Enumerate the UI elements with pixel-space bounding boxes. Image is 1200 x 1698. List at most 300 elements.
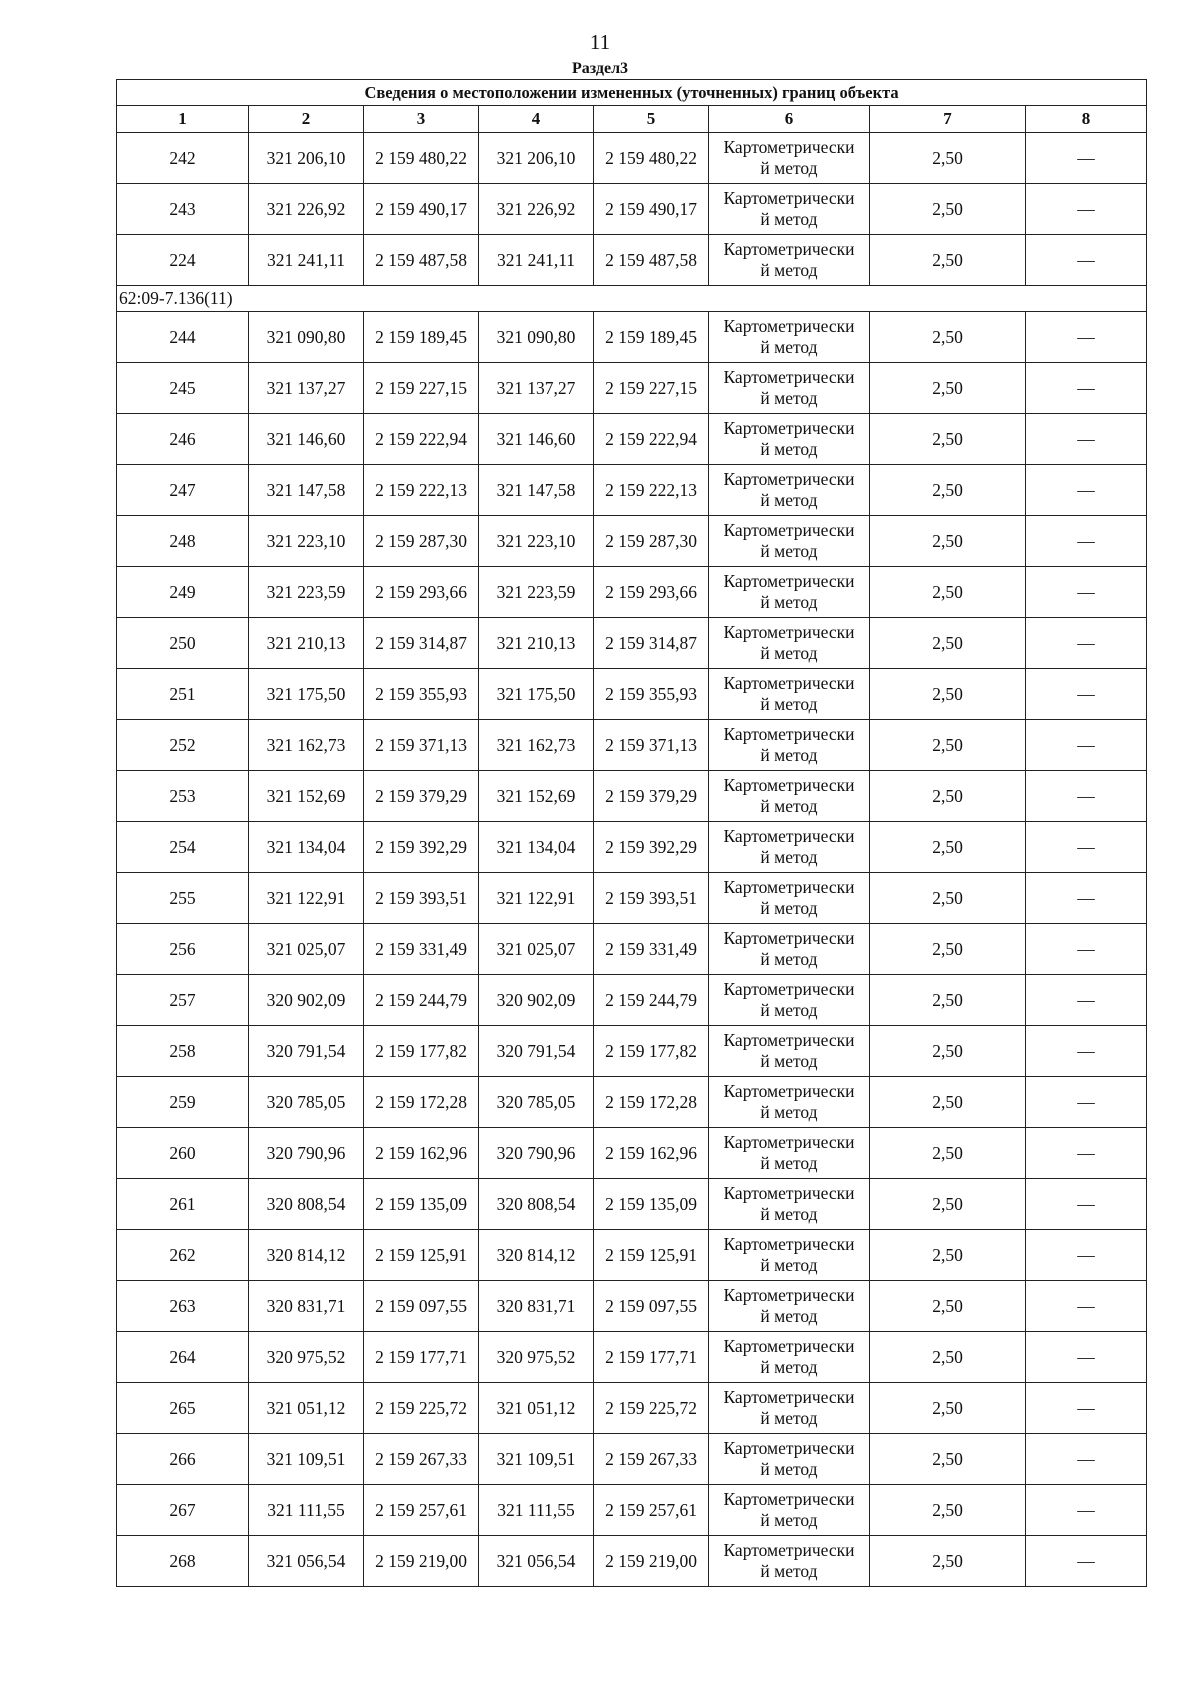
description-cell: — [1026, 1230, 1147, 1281]
x-new-cell: 320 831,71 [479, 1281, 594, 1332]
method-line-1: Картометрически [723, 137, 855, 157]
description-cell: — [1026, 516, 1147, 567]
description-cell: — [1026, 873, 1147, 924]
y-old-cell: 2 159 135,09 [364, 1179, 479, 1230]
method-line-2: й метод [760, 158, 818, 178]
y-old-cell: 2 159 189,45 [364, 312, 479, 363]
table-row [117, 567, 1147, 618]
accuracy-cell: 2,50 [870, 975, 1026, 1026]
method-line-1: Картометрически [723, 1081, 855, 1101]
description-cell: — [1026, 1281, 1147, 1332]
y-new-cell: 2 159 257,61 [594, 1485, 709, 1536]
method-line-2: й метод [760, 949, 818, 969]
x-old-cell: 321 175,50 [249, 669, 364, 720]
y-new-cell: 2 159 172,28 [594, 1077, 709, 1128]
x-old-cell: 320 808,54 [249, 1179, 364, 1230]
y-new-cell: 2 159 125,91 [594, 1230, 709, 1281]
method-cell [709, 873, 870, 924]
description-cell: — [1026, 618, 1147, 669]
method-line-2: й метод [760, 1204, 818, 1224]
point-number-cell: 260 [117, 1128, 249, 1179]
y-old-cell: 2 159 480,22 [364, 133, 479, 184]
y-new-cell: 2 159 371,13 [594, 720, 709, 771]
y-new-cell: 2 159 287,30 [594, 516, 709, 567]
method-line-1: Картометрически [723, 1132, 855, 1152]
column-header: 1 [117, 106, 249, 133]
x-new-cell: 320 902,09 [479, 975, 594, 1026]
point-number-cell: 265 [117, 1383, 249, 1434]
description-cell: — [1026, 975, 1147, 1026]
method-line-1: Картометрически [723, 1030, 855, 1050]
table-row [117, 1434, 1147, 1485]
y-new-cell: 2 159 162,96 [594, 1128, 709, 1179]
method-line-2: й метод [760, 1306, 818, 1326]
y-old-cell: 2 159 487,58 [364, 235, 479, 286]
description-cell: — [1026, 924, 1147, 975]
description-cell: — [1026, 1383, 1147, 1434]
method-cell [709, 975, 870, 1026]
y-old-cell: 2 159 227,15 [364, 363, 479, 414]
description-cell: — [1026, 363, 1147, 414]
method-cell [709, 1179, 870, 1230]
x-new-cell: 321 025,07 [479, 924, 594, 975]
method-cell [709, 1026, 870, 1077]
x-old-cell: 321 152,69 [249, 771, 364, 822]
method-line-1: Картометрически [723, 622, 855, 642]
method-line-1: Картометрически [723, 775, 855, 795]
x-new-cell: 321 226,92 [479, 184, 594, 235]
x-old-cell: 321 206,10 [249, 133, 364, 184]
accuracy-cell: 2,50 [870, 618, 1026, 669]
method-line-2: й метод [760, 1510, 818, 1530]
method-line-1: Картометрически [723, 520, 855, 540]
x-old-cell: 321 226,92 [249, 184, 364, 235]
x-old-cell: 320 831,71 [249, 1281, 364, 1332]
method-line-2: й метод [760, 541, 818, 561]
method-cell [709, 1332, 870, 1383]
point-number-cell: 253 [117, 771, 249, 822]
cadastral-group-label: 62:09-7.136(11) [117, 286, 1147, 312]
accuracy-cell: 2,50 [870, 1230, 1026, 1281]
x-new-cell: 321 241,11 [479, 235, 594, 286]
method-line-1: Картометрически [723, 1489, 855, 1509]
y-new-cell: 2 159 222,13 [594, 465, 709, 516]
x-new-cell: 321 147,58 [479, 465, 594, 516]
method-line-2: й метод [760, 643, 818, 663]
method-cell [709, 669, 870, 720]
table-row [117, 363, 1147, 414]
method-cell [709, 1434, 870, 1485]
x-old-cell: 320 975,52 [249, 1332, 364, 1383]
table-row [117, 235, 1147, 286]
y-old-cell: 2 159 177,82 [364, 1026, 479, 1077]
method-line-1: Картометрически [723, 418, 855, 438]
method-cell [709, 1485, 870, 1536]
x-old-cell: 321 210,13 [249, 618, 364, 669]
accuracy-cell: 2,50 [870, 414, 1026, 465]
accuracy-cell: 2,50 [870, 465, 1026, 516]
y-new-cell: 2 159 225,72 [594, 1383, 709, 1434]
accuracy-cell: 2,50 [870, 312, 1026, 363]
point-number-cell: 259 [117, 1077, 249, 1128]
column-header: 5 [594, 106, 709, 133]
column-header: 6 [709, 106, 870, 133]
x-new-cell: 321 111,55 [479, 1485, 594, 1536]
y-old-cell: 2 159 222,94 [364, 414, 479, 465]
point-number-cell: 268 [117, 1536, 249, 1587]
method-line-2: й метод [760, 1000, 818, 1020]
table-row [117, 1128, 1147, 1179]
table-caption-row [117, 80, 1147, 106]
description-cell: — [1026, 720, 1147, 771]
boundary-coordinates-table [116, 79, 1147, 1587]
column-header: 4 [479, 106, 594, 133]
table-row [117, 873, 1147, 924]
table-row [117, 465, 1147, 516]
method-line-2: й метод [760, 1153, 818, 1173]
method-line-1: Картометрически [723, 826, 855, 846]
x-new-cell: 321 162,73 [479, 720, 594, 771]
group-label-row [117, 286, 1147, 312]
x-old-cell: 321 147,58 [249, 465, 364, 516]
point-number-cell: 243 [117, 184, 249, 235]
method-line-2: й метод [760, 439, 818, 459]
method-line-1: Картометрически [723, 1285, 855, 1305]
y-old-cell: 2 159 177,71 [364, 1332, 479, 1383]
y-new-cell: 2 159 219,00 [594, 1536, 709, 1587]
x-new-cell: 321 175,50 [479, 669, 594, 720]
method-cell [709, 771, 870, 822]
y-new-cell: 2 159 222,94 [594, 414, 709, 465]
accuracy-cell: 2,50 [870, 771, 1026, 822]
method-line-1: Картометрически [723, 928, 855, 948]
method-cell [709, 184, 870, 235]
y-old-cell: 2 159 355,93 [364, 669, 479, 720]
x-old-cell: 321 111,55 [249, 1485, 364, 1536]
method-line-2: й метод [760, 1459, 818, 1479]
table-row [117, 1179, 1147, 1230]
description-cell: — [1026, 1485, 1147, 1536]
x-new-cell: 320 790,96 [479, 1128, 594, 1179]
method-line-1: Картометрически [723, 239, 855, 259]
description-cell: — [1026, 414, 1147, 465]
y-new-cell: 2 159 379,29 [594, 771, 709, 822]
y-old-cell: 2 159 331,49 [364, 924, 479, 975]
table-row [117, 1230, 1147, 1281]
table-row [117, 414, 1147, 465]
table-row [117, 669, 1147, 720]
method-line-2: й метод [760, 1561, 818, 1581]
description-cell: — [1026, 1128, 1147, 1179]
method-line-1: Картометрически [723, 1183, 855, 1203]
x-old-cell: 321 146,60 [249, 414, 364, 465]
point-number-cell: 251 [117, 669, 249, 720]
x-old-cell: 321 090,80 [249, 312, 364, 363]
method-line-1: Картометрически [723, 469, 855, 489]
table-row [117, 618, 1147, 669]
y-new-cell: 2 159 331,49 [594, 924, 709, 975]
method-line-2: й метод [760, 1255, 818, 1275]
accuracy-cell: 2,50 [870, 516, 1026, 567]
y-old-cell: 2 159 225,72 [364, 1383, 479, 1434]
table-row [117, 312, 1147, 363]
method-line-2: й метод [760, 1408, 818, 1428]
y-old-cell: 2 159 314,87 [364, 618, 479, 669]
x-old-cell: 321 223,59 [249, 567, 364, 618]
accuracy-cell: 2,50 [870, 1281, 1026, 1332]
accuracy-cell: 2,50 [870, 1179, 1026, 1230]
x-new-cell: 321 137,27 [479, 363, 594, 414]
description-cell: — [1026, 567, 1147, 618]
table-row [117, 516, 1147, 567]
accuracy-cell: 2,50 [870, 1485, 1026, 1536]
x-new-cell: 321 152,69 [479, 771, 594, 822]
x-new-cell: 321 051,12 [479, 1383, 594, 1434]
description-cell: — [1026, 1179, 1147, 1230]
method-cell [709, 363, 870, 414]
description-cell: — [1026, 184, 1147, 235]
x-new-cell: 321 122,91 [479, 873, 594, 924]
table-row [117, 1536, 1147, 1587]
method-cell [709, 720, 870, 771]
point-number-cell: 256 [117, 924, 249, 975]
x-old-cell: 321 056,54 [249, 1536, 364, 1587]
point-number-cell: 258 [117, 1026, 249, 1077]
method-line-1: Картометрически [723, 1438, 855, 1458]
description-cell: — [1026, 669, 1147, 720]
y-new-cell: 2 159 267,33 [594, 1434, 709, 1485]
y-old-cell: 2 159 162,96 [364, 1128, 479, 1179]
description-cell: — [1026, 822, 1147, 873]
x-new-cell: 321 223,59 [479, 567, 594, 618]
method-cell [709, 822, 870, 873]
accuracy-cell: 2,50 [870, 235, 1026, 286]
method-line-2: й метод [760, 1357, 818, 1377]
x-new-cell: 321 090,80 [479, 312, 594, 363]
x-new-cell: 320 975,52 [479, 1332, 594, 1383]
point-number-cell: 257 [117, 975, 249, 1026]
y-new-cell: 2 159 189,45 [594, 312, 709, 363]
point-number-cell: 249 [117, 567, 249, 618]
y-old-cell: 2 159 219,00 [364, 1536, 479, 1587]
method-cell [709, 516, 870, 567]
method-cell [709, 1281, 870, 1332]
y-new-cell: 2 159 392,29 [594, 822, 709, 873]
accuracy-cell: 2,50 [870, 1536, 1026, 1587]
column-header: 2 [249, 106, 364, 133]
point-number-cell: 248 [117, 516, 249, 567]
description-cell: — [1026, 771, 1147, 822]
method-line-2: й метод [760, 388, 818, 408]
method-line-1: Картометрически [723, 1387, 855, 1407]
method-line-1: Картометрически [723, 367, 855, 387]
point-number-cell: 261 [117, 1179, 249, 1230]
x-new-cell: 321 223,10 [479, 516, 594, 567]
method-line-1: Картометрически [723, 979, 855, 999]
accuracy-cell: 2,50 [870, 1383, 1026, 1434]
y-old-cell: 2 159 379,29 [364, 771, 479, 822]
y-old-cell: 2 159 097,55 [364, 1281, 479, 1332]
point-number-cell: 247 [117, 465, 249, 516]
table-row [117, 924, 1147, 975]
x-new-cell: 321 146,60 [479, 414, 594, 465]
y-new-cell: 2 159 487,58 [594, 235, 709, 286]
x-old-cell: 320 785,05 [249, 1077, 364, 1128]
y-new-cell: 2 159 177,82 [594, 1026, 709, 1077]
method-cell [709, 414, 870, 465]
table-row [117, 720, 1147, 771]
method-line-2: й метод [760, 260, 818, 280]
y-old-cell: 2 159 490,17 [364, 184, 479, 235]
point-number-cell: 255 [117, 873, 249, 924]
x-new-cell: 321 056,54 [479, 1536, 594, 1587]
description-cell: — [1026, 1434, 1147, 1485]
y-new-cell: 2 159 177,71 [594, 1332, 709, 1383]
accuracy-cell: 2,50 [870, 1434, 1026, 1485]
accuracy-cell: 2,50 [870, 669, 1026, 720]
method-line-2: й метод [760, 592, 818, 612]
method-cell [709, 618, 870, 669]
y-old-cell: 2 159 172,28 [364, 1077, 479, 1128]
point-number-cell: 245 [117, 363, 249, 414]
x-new-cell: 321 134,04 [479, 822, 594, 873]
x-old-cell: 321 162,73 [249, 720, 364, 771]
accuracy-cell: 2,50 [870, 822, 1026, 873]
table-row [117, 1077, 1147, 1128]
method-line-1: Картометрически [723, 1540, 855, 1560]
method-line-2: й метод [760, 898, 818, 918]
table-row [117, 133, 1147, 184]
y-old-cell: 2 159 393,51 [364, 873, 479, 924]
table-row [117, 184, 1147, 235]
accuracy-cell: 2,50 [870, 1026, 1026, 1077]
y-old-cell: 2 159 267,33 [364, 1434, 479, 1485]
method-cell [709, 567, 870, 618]
method-cell [709, 924, 870, 975]
y-new-cell: 2 159 293,66 [594, 567, 709, 618]
description-cell: — [1026, 1536, 1147, 1587]
method-cell [709, 1128, 870, 1179]
accuracy-cell: 2,50 [870, 567, 1026, 618]
column-header: 8 [1026, 106, 1147, 133]
y-new-cell: 2 159 355,93 [594, 669, 709, 720]
column-header: 7 [870, 106, 1026, 133]
accuracy-cell: 2,50 [870, 1077, 1026, 1128]
method-cell [709, 235, 870, 286]
accuracy-cell: 2,50 [870, 363, 1026, 414]
x-new-cell: 321 206,10 [479, 133, 594, 184]
method-line-1: Картометрически [723, 188, 855, 208]
method-line-2: й метод [760, 847, 818, 867]
table-row [117, 975, 1147, 1026]
method-line-2: й метод [760, 1051, 818, 1071]
y-new-cell: 2 159 480,22 [594, 133, 709, 184]
method-line-1: Картометрически [723, 571, 855, 591]
point-number-cell: 246 [117, 414, 249, 465]
table-row [117, 1383, 1147, 1434]
method-line-1: Картометрически [723, 1336, 855, 1356]
x-old-cell: 320 791,54 [249, 1026, 364, 1077]
y-old-cell: 2 159 293,66 [364, 567, 479, 618]
method-line-1: Картометрически [723, 1234, 855, 1254]
y-new-cell: 2 159 393,51 [594, 873, 709, 924]
method-cell [709, 133, 870, 184]
x-old-cell: 321 109,51 [249, 1434, 364, 1485]
accuracy-cell: 2,50 [870, 184, 1026, 235]
point-number-cell: 252 [117, 720, 249, 771]
table-row [117, 1485, 1147, 1536]
point-number-cell: 254 [117, 822, 249, 873]
y-new-cell: 2 159 490,17 [594, 184, 709, 235]
description-cell: — [1026, 235, 1147, 286]
method-line-1: Картометрически [723, 316, 855, 336]
description-cell: — [1026, 465, 1147, 516]
y-old-cell: 2 159 257,61 [364, 1485, 479, 1536]
x-old-cell: 321 223,10 [249, 516, 364, 567]
x-new-cell: 320 785,05 [479, 1077, 594, 1128]
x-old-cell: 321 025,07 [249, 924, 364, 975]
method-line-2: й метод [760, 337, 818, 357]
y-old-cell: 2 159 392,29 [364, 822, 479, 873]
point-number-cell: 267 [117, 1485, 249, 1536]
method-cell [709, 465, 870, 516]
y-old-cell: 2 159 371,13 [364, 720, 479, 771]
point-number-cell: 250 [117, 618, 249, 669]
y-new-cell: 2 159 227,15 [594, 363, 709, 414]
accuracy-cell: 2,50 [870, 873, 1026, 924]
method-cell [709, 1383, 870, 1434]
point-number-cell: 263 [117, 1281, 249, 1332]
point-number-cell: 262 [117, 1230, 249, 1281]
accuracy-cell: 2,50 [870, 1332, 1026, 1383]
y-old-cell: 2 159 222,13 [364, 465, 479, 516]
point-number-cell: 224 [117, 235, 249, 286]
accuracy-cell: 2,50 [870, 133, 1026, 184]
x-old-cell: 321 051,12 [249, 1383, 364, 1434]
y-new-cell: 2 159 135,09 [594, 1179, 709, 1230]
y-new-cell: 2 159 314,87 [594, 618, 709, 669]
x-new-cell: 321 109,51 [479, 1434, 594, 1485]
x-new-cell: 320 814,12 [479, 1230, 594, 1281]
x-old-cell: 321 134,04 [249, 822, 364, 873]
method-line-1: Картометрически [723, 673, 855, 693]
description-cell: — [1026, 1332, 1147, 1383]
y-old-cell: 2 159 287,30 [364, 516, 479, 567]
x-old-cell: 320 790,96 [249, 1128, 364, 1179]
method-line-1: Картометрически [723, 877, 855, 897]
column-header: 3 [364, 106, 479, 133]
description-cell: — [1026, 312, 1147, 363]
description-cell: — [1026, 133, 1147, 184]
x-old-cell: 321 241,11 [249, 235, 364, 286]
method-line-2: й метод [760, 490, 818, 510]
table-row [117, 1332, 1147, 1383]
y-old-cell: 2 159 125,91 [364, 1230, 479, 1281]
method-cell [709, 312, 870, 363]
method-line-1: Картометрически [723, 724, 855, 744]
accuracy-cell: 2,50 [870, 1128, 1026, 1179]
method-line-2: й метод [760, 796, 818, 816]
method-line-2: й метод [760, 694, 818, 714]
description-cell: — [1026, 1077, 1147, 1128]
table-row [117, 822, 1147, 873]
table-header-row [117, 106, 1147, 133]
point-number-cell: 242 [117, 133, 249, 184]
x-old-cell: 320 814,12 [249, 1230, 364, 1281]
description-cell: — [1026, 1026, 1147, 1077]
y-old-cell: 2 159 244,79 [364, 975, 479, 1026]
table-row [117, 771, 1147, 822]
